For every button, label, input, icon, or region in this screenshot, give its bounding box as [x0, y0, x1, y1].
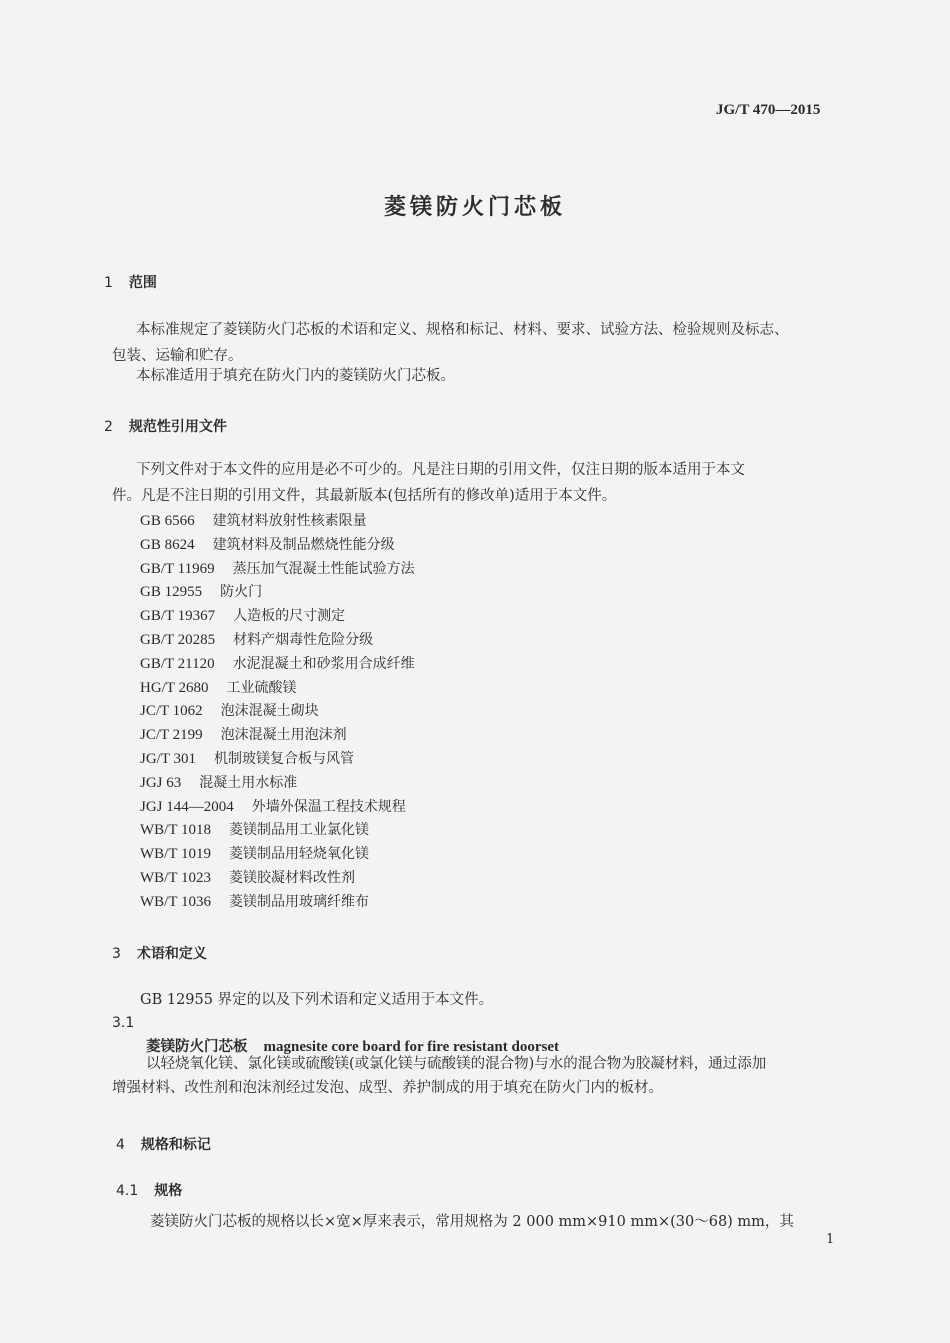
reference-item [140, 772, 297, 792]
reference-title: 泡沫混凝土砌块 [220, 703, 319, 720]
reference-code: WB/T 1023 [140, 870, 211, 886]
reference-title: 蒸压加气混凝土性能试验方法 [232, 560, 415, 577]
reference-item [140, 510, 367, 530]
paragraph: 下列文件对于本文件的应用是必不可少的。凡是注日期的引用文件，仅注日期的版本适用于本文 [136, 462, 745, 478]
standard-number: JG/T 470—2015 [716, 102, 821, 118]
term-english: magnesite core board for fire resistant doorset [263, 1039, 559, 1055]
section-1-heading [104, 272, 157, 292]
reference-title: 外墙外保温工程技术规程 [251, 798, 406, 815]
section-number: 1 [104, 275, 113, 291]
reference-code: WB/T 1036 [140, 893, 211, 910]
reference-item [140, 534, 395, 554]
reference-title: 建筑材料放射性核素限量 [212, 513, 367, 529]
reference-item [140, 581, 262, 601]
reference-code: JGJ 144—2004 [140, 798, 234, 815]
reference-item [140, 700, 319, 720]
reference-code: GB 12955 [140, 584, 203, 601]
section-number: 4 [116, 1137, 125, 1153]
document-title: 菱镁防火门芯板 [383, 194, 566, 220]
reference-title: 水泥混凝土和砂浆用合成纤维 [232, 655, 415, 672]
section-3-heading [112, 943, 207, 963]
section-title: 规格 [154, 1183, 183, 1199]
reference-item [140, 724, 347, 744]
reference-title: 菱镁制品用工业氯化镁 [228, 822, 369, 839]
reference-title: 工业硫酸镁 [226, 679, 297, 696]
section-number: 4.1 [116, 1183, 139, 1199]
reference-title: 建筑材料及制品燃烧性能分级 [212, 536, 395, 553]
subsection-4-1-heading [116, 1180, 182, 1200]
reference-title: 防火门 [220, 584, 263, 601]
reference-item [140, 867, 355, 887]
reference-item [140, 605, 345, 625]
reference-code: GB 8624 [140, 536, 195, 553]
paragraph: 件。凡是不注日期的引用文件，其最新版本(包括所有的修改单)适用于本文件。 [112, 488, 617, 504]
term-chinese: 菱镁防火门芯板 [146, 1038, 248, 1055]
reference-item [140, 796, 406, 816]
paragraph: 本标准规定了菱镁防火门芯板的术语和定义、规格和标记、材料、要求、试验方法、检验规则及标志、 [136, 322, 789, 338]
reference-title: 菱镁胶凝材料改性剂 [228, 870, 355, 886]
reference-title: 机制玻镁复合板与风管 [213, 751, 354, 767]
reference-item [140, 843, 369, 863]
reference-code: GB/T 19367 [140, 608, 216, 625]
section-number: 3 [112, 946, 121, 962]
section-title: 规格和标记 [140, 1137, 211, 1153]
definition: 增强材料、改性剂和泡沫剂经过发泡、成型、养护制成的用于填充在防火门内的板材。 [112, 1080, 663, 1096]
section-2-heading [104, 416, 227, 436]
reference-code: JGJ 63 [140, 774, 182, 791]
section-title: 术语和定义 [136, 946, 207, 962]
reference-code: JC/T 2199 [140, 727, 203, 744]
definition: 以轻烧氧化镁、氯化镁或硫酸镁(或氯化镁与硫酸镁的混合物)与水的混合物为胶凝材料，通过添加 [146, 1056, 767, 1072]
section-number: 2 [104, 419, 113, 435]
section-title: 范围 [128, 275, 157, 291]
reference-item [140, 891, 369, 911]
reference-item [140, 819, 369, 839]
reference-code: GB/T 20285 [140, 632, 216, 648]
reference-item [140, 629, 373, 649]
subsection-number: 3.1 [112, 1015, 135, 1031]
reference-title: 泡沫混凝土用泡沫剂 [220, 727, 347, 744]
paragraph: 包装、运输和贮存。 [112, 348, 243, 364]
reference-title: 材料产烟毒性危险分级 [233, 632, 374, 648]
reference-title: 混凝土用水标准 [199, 774, 298, 791]
reference-code: GB 6566 [140, 513, 195, 529]
paragraph: 菱镁防火门芯板的规格以长×宽×厚来表示，常用规格为 2 000 mm×910 mm×(30～68) mm，其 [150, 1214, 794, 1230]
reference-code: JG/T 301 [140, 751, 196, 767]
page-number: 1 [826, 1232, 835, 1247]
reference-code: GB/T 11969 [140, 560, 215, 577]
section-title: 规范性引用文件 [128, 419, 227, 435]
reference-title: 人造板的尺寸测定 [233, 608, 346, 625]
reference-code: WB/T 1019 [140, 846, 211, 863]
paragraph: GB 12955 界定的以及下列术语和定义适用于本文件。 [140, 992, 494, 1008]
reference-code: HG/T 2680 [140, 679, 209, 696]
reference-title: 菱镁制品用轻烧氧化镁 [228, 846, 369, 863]
reference-item [140, 558, 415, 578]
reference-title: 菱镁制品用玻璃纤维布 [228, 893, 369, 910]
section-4-heading [116, 1134, 211, 1154]
reference-code: WB/T 1018 [140, 822, 211, 839]
reference-item [140, 653, 415, 673]
reference-item [140, 748, 354, 768]
paragraph: 本标准适用于填充在防火门内的菱镁防火门芯板。 [136, 368, 455, 384]
reference-code: GB/T 21120 [140, 655, 215, 672]
reference-item [140, 677, 296, 697]
reference-code: JC/T 1062 [140, 703, 203, 720]
